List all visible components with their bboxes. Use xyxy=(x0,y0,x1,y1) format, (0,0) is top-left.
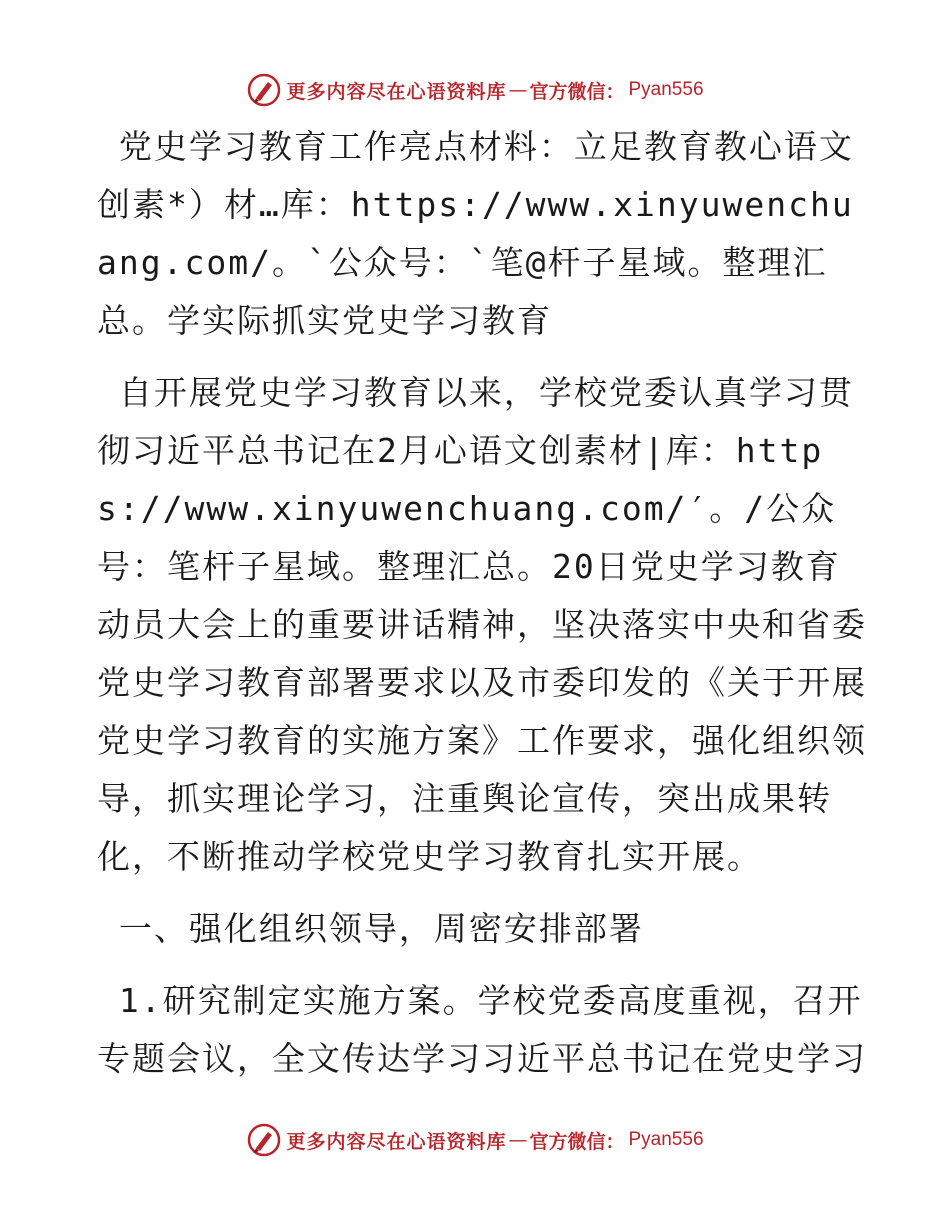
pen-logo-icon xyxy=(246,72,282,108)
pen-logo-icon xyxy=(246,1122,282,1158)
banner-text: 更多内容尽在心语资料库 xyxy=(286,1130,507,1153)
document-body xyxy=(97,118,867,1102)
paragraph-title: 党史学习教育工作亮点材料：立足教育教心语文创素*）材…库：https://www.xinyuwenchuang.com/。`公众号：`笔@杆子星域。整理汇总。学实际抓实党史学习教育 xyxy=(97,127,854,340)
banner-separator: — xyxy=(508,79,528,101)
banner-wechat-label: 官方微信： xyxy=(529,1130,625,1153)
banner-wechat-id: Pyan556 xyxy=(628,79,704,100)
section-heading: 一、强化组织领导，周密安排部署 xyxy=(97,909,644,948)
paragraph-item-1: 1.研究制定实施方案。学校党委高度重视，召开专题会议，全文传达学习习近平总书记在党史学习 xyxy=(97,981,867,1078)
banner-text: 更多内容尽在心语资料库 xyxy=(286,80,507,103)
paragraph-intro: 自开展党史学习教育以来，学校党委认真学习贯彻习近平总书记在2月心语文创素材|库：https://www.xinyuwenchuang.com/′。/公众号：笔杆子星域。整理汇总。20日党史学习教育动员大会上的重要讲话精神，坚决落实中央和省委党史学习教育部署要求以及市委印发的《关于开展党史学习教育的实施方案》工作要求，强化组织领导，抓实理论学习，注重舆论宣传，突出成果转化，不断推动学校党史学习教育扎实开展。 xyxy=(97,373,867,876)
banner-wechat-id: Pyan556 xyxy=(628,1129,704,1150)
footer-banner xyxy=(0,1120,950,1160)
banner-separator: — xyxy=(508,1129,528,1151)
header-banner xyxy=(0,70,950,110)
banner-wechat-label: 官方微信： xyxy=(529,80,625,103)
